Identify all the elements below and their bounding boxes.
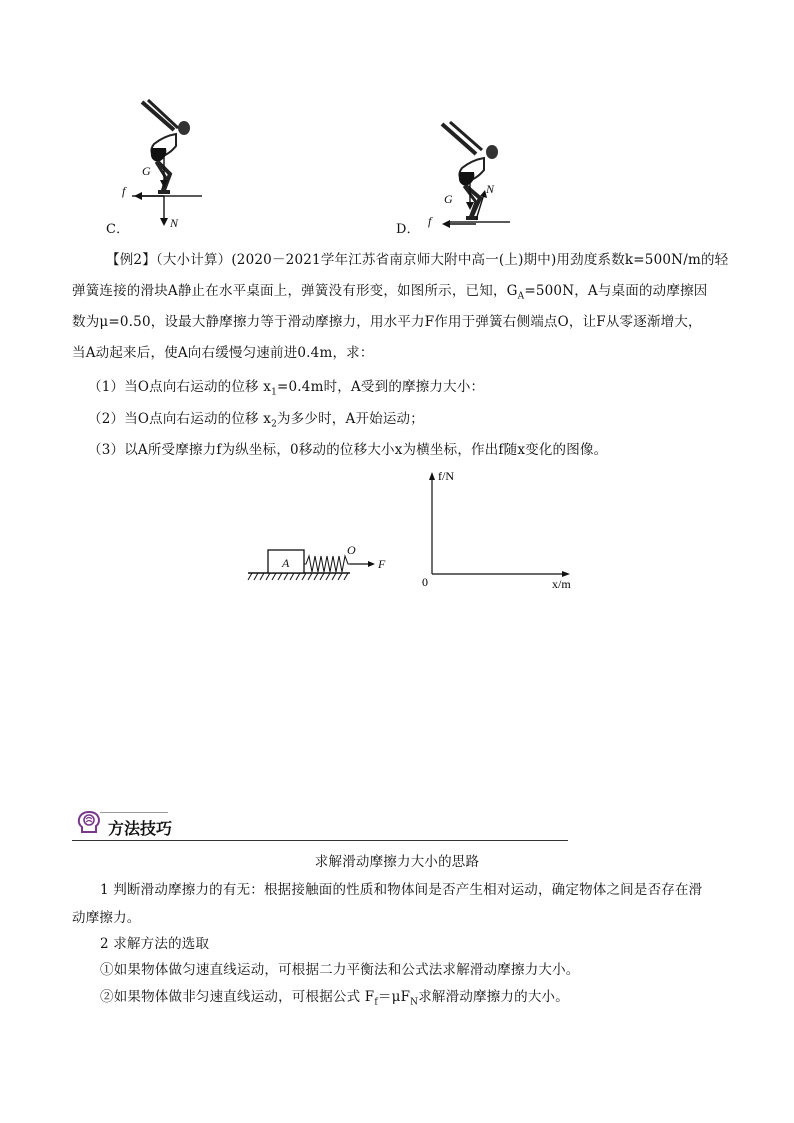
method-header [72, 808, 572, 844]
f-x-axes [412, 464, 592, 592]
diver-d-illustration [420, 120, 530, 240]
question-1: （1）当O点向右运动的位移 $x_1=0.4m$时，A受到的摩擦力大小： [88, 379, 485, 398]
method-p3: ①如果物体做匀速直线运动，可根据二力平衡法和公式法求解滑动摩擦力大小。 [100, 962, 580, 978]
method-title: 方法技巧 [108, 819, 173, 838]
force-label: F [378, 557, 386, 571]
force-label-f: f [122, 184, 126, 198]
spring-block-svg [246, 540, 396, 590]
point-label: O [347, 543, 356, 557]
force-label-g: G [142, 164, 151, 178]
force-label-g: G [444, 192, 453, 206]
method-p1-line2: 动摩擦力。 [72, 910, 141, 926]
example-line-4: 当A动起来后，使A向右缓慢匀速前进0.4m，求： [72, 345, 374, 361]
force-label-n: N [170, 216, 179, 230]
option-d-figure [420, 120, 530, 240]
block-label: A [282, 556, 290, 570]
force-label-f: f [428, 214, 432, 228]
method-header-top-rule [100, 812, 168, 813]
method-p4: ②如果物体做非匀速直线运动，可根据公式 $F_f=\mu F_N$求解滑动摩擦力的大小。 [100, 989, 569, 1008]
option-d-label: D． [396, 222, 420, 237]
example-line-3: 数为μ=0.50，设最大静摩擦力等于滑动摩擦力，用水平力F作用于弹簧右侧端点O，让F从零逐渐增大， [72, 314, 702, 330]
question-2: （2）当O点向右运动的位移 $x_2$为多少时，A开始运动； [88, 411, 424, 430]
option-c-figure [112, 96, 222, 236]
example-line-2: 弹簧连接的滑块A静止在水平桌面上，弹簧没有形变，如图所示，已知，$G_A=500N$，A与桌面的动摩擦因 [72, 283, 708, 302]
brain-head-icon [76, 810, 102, 836]
origin-label: 0 [422, 575, 428, 589]
method-p2: 2 求解方法的选取 [100, 936, 210, 952]
axes-svg [412, 464, 592, 592]
option-c-label: C． [106, 222, 130, 237]
example-line-1: 【例2】（大小计算）(2020－2021学年江苏省南京师大附中高一(上)期中)用劲度系数k=500N/m的轻 [106, 252, 729, 268]
method-header-rule [72, 840, 568, 841]
method-subtitle: 求解滑动摩擦力大小的思路 [314, 854, 480, 870]
y-axis-label: f/N [438, 469, 454, 483]
x-axis-label: x/m [552, 577, 571, 591]
spring-block-diagram [246, 540, 396, 590]
force-label-n: N [486, 182, 495, 196]
diver-c-illustration [112, 96, 222, 236]
method-p1-line1: 1 判断滑动摩擦力的有无：根据接触面的性质和物体间是否产生相对运动，确定物体之间是否存在滑 [100, 882, 703, 898]
question-3: （3）以A所受摩擦力f为纵坐标，0移动的位移大小x为横坐标，作出f随x变化的图像。 [88, 442, 608, 458]
